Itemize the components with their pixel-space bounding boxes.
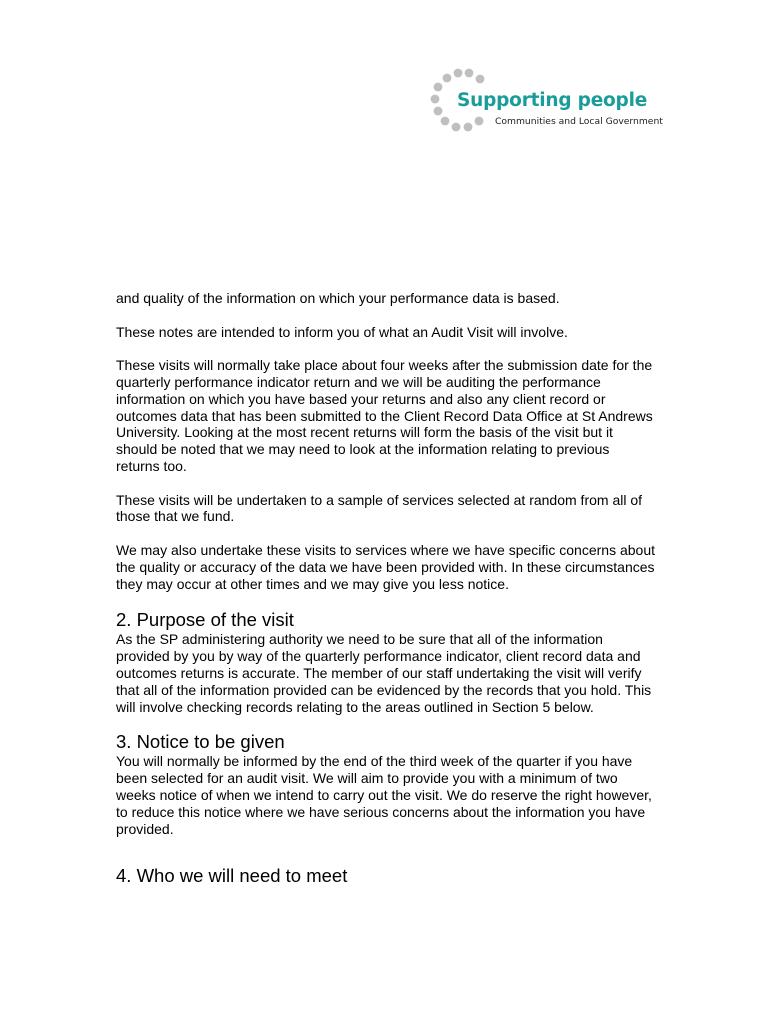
paragraph: and quality of the information on which your performance data is based.: [116, 290, 560, 306]
logo-subtitle: Communities and Local Government: [495, 116, 663, 127]
paragraph: These notes are intended to inform you of what an Audit Visit will involve.: [116, 323, 568, 340]
section-text-notice: You will normally be informed by the end of the third week of the quarter if you have been selected for an audit visit. We will aim to provide you with a minimum of two weeks notice of when we intend to carry out the visit. We do reserve the right however, to reduce this notice where we have serious concerns about the information you have provided.: [116, 753, 652, 837]
paragraph: We may also undertake these visits to services where we have specific concerns about the quality or accuracy of the data we have been provided with. In these circumstances they may occur at other times and we may give you less notice.: [116, 541, 655, 592]
paragraph: These visits will normally take place about four weeks after the submission date for the quarterly performance indicator return and we will be auditing the performance information on which you have based your returns and also any client record or outcomes data that has been submitted to the Client Record Data Office at St Andrews University. Looking at the most recent returns will form the basis of the visit but it should be noted that we may need to look at the information relating to previous returns too.: [116, 357, 653, 474]
logo-title: Supporting people: [457, 90, 648, 111]
supporting-people-logo: [430, 68, 663, 138]
section-heading-who: 4. Who we will need to meet: [116, 865, 348, 887]
section-heading-notice: 3. Notice to be given: [116, 731, 285, 753]
document-body: [116, 290, 656, 887]
section-text-purpose: As the SP administering authority we need to be sure that all of the information provided by you by way of the quarterly performance indicator, client record data and outcomes returns is accurate. The member of our staff undertaking the visit will verify that all of the information provided can be evidenced by the records that you hold. This will involve checking records relating to the areas outlined in Section 5 below.: [116, 631, 652, 715]
section-heading-purpose: 2. Purpose of the visit: [116, 609, 294, 631]
paragraph: These visits will be undertaken to a sample of services selected at random from all of those that we fund.: [116, 491, 643, 525]
